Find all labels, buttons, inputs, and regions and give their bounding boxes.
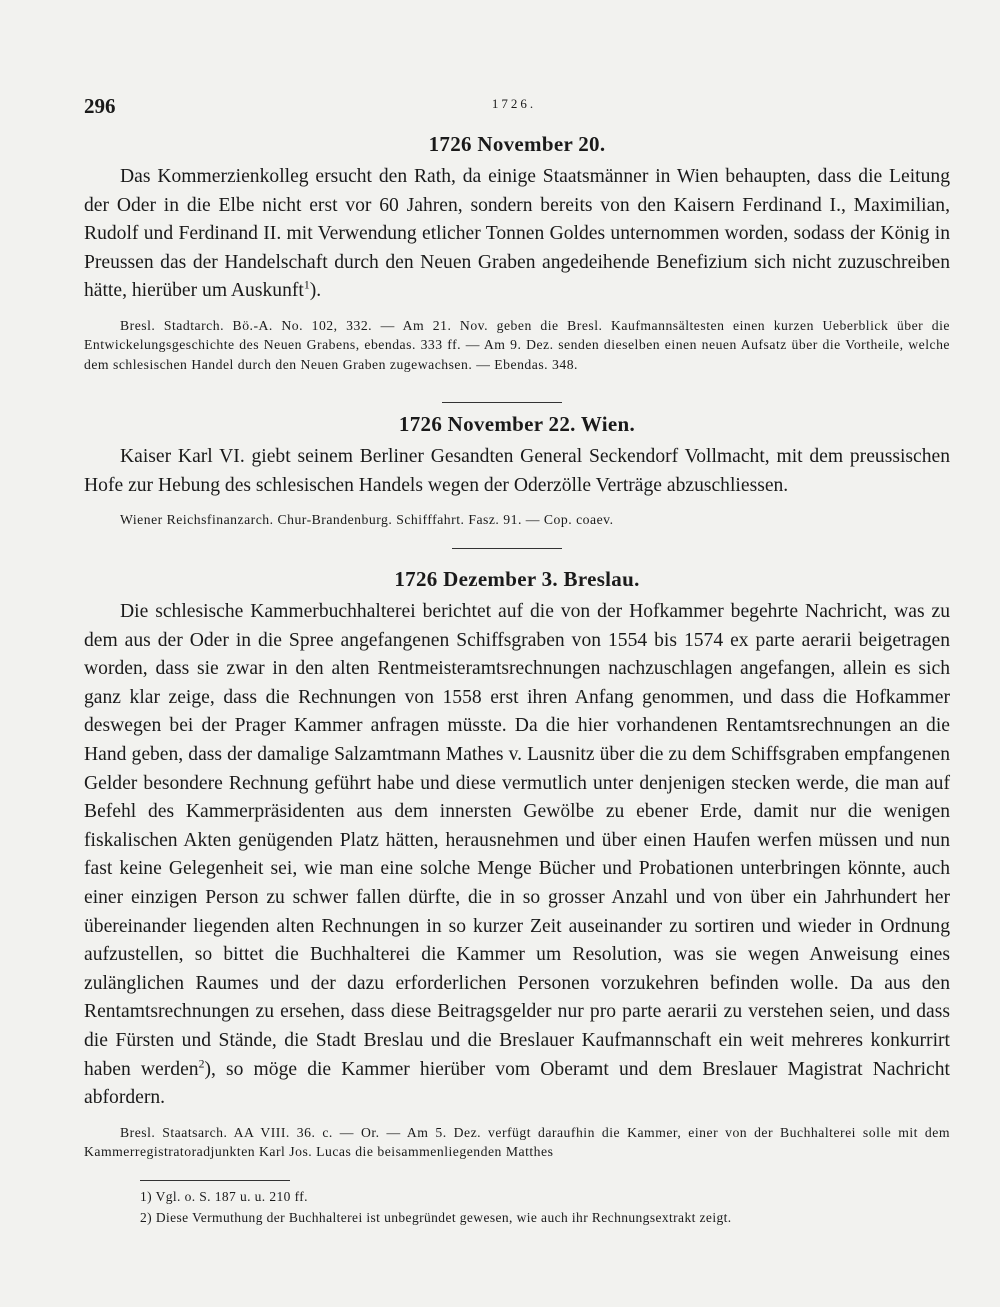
entry-1726-11-22: [84, 411, 950, 530]
section-divider: [452, 548, 562, 549]
entry-body-end: ).: [309, 280, 322, 302]
running-head: 1726.: [491, 96, 537, 111]
footnote-ref[interactable]: 2: [198, 1056, 205, 1070]
page-number: 296: [84, 94, 116, 118]
footnotes: [140, 1186, 920, 1228]
entry-1726-11-20: [84, 131, 950, 374]
entry-date-heading: 1726 November 22. Wien.: [398, 412, 636, 436]
footnote-2: [140, 1207, 920, 1228]
entry-date-heading: 1726 November 20.: [428, 132, 606, 156]
entry-body: [84, 598, 950, 1113]
entry-body: [84, 163, 950, 306]
entry-body: Kaiser Karl VI. giebt seinem Berliner Gesandten General Seckendorf Vollmacht, mit dem preussischen Hofe zur Hebung des schlesischen Handels wegen der Oderzölle Verträge abzuschliessen.: [84, 446, 950, 496]
entry-body-text: Das Kommerzienkolleg ersucht den Rath, da einige Staatsmänner in Wien behaupten, dass die Leitung der Oder in die Elbe nicht erst vor 60 Jahren, sondern bereits von den Kaisern Ferdinand I., Maximilian, Rudolf und Ferdinand II. mit Verwendung etlicher Tonnen Goldes unternommen worden, sodass der König in Preussen das der Handelschaft durch den Neuen Graben angedeihende Benefizium sich nicht zuzuschreiben hätte, hierüber um Auskunft: [84, 166, 950, 302]
section-divider: [442, 402, 562, 403]
page-header: [84, 94, 944, 124]
entry-body-end: ), so möge die Kammer hierüber vom Oberamt und dem Breslauer Magistrat Nachricht abfordern.: [84, 1058, 950, 1109]
entry-date-heading: 1726 Dezember 3. Breslau.: [394, 567, 640, 591]
entry-body-text: Die schlesische Kammerbuchhalterei berichtet auf die von der Hofkammer begehrte Nachricht, was zu dem aus der Oder in die Spree angefangenen Schiffsgraben von 1554 bis 1574 ex parte aerarii beigetragen worden, dass sie zwar in den alten Rentmeisteramtsrechnungen nachzuschlagen angefangen, allein es sich ganz klar zeige, dass die Rechnungen von 1558 erst ihren Anfang genommen, und dass die Hofkammer deswegen bei der Prager Kammer anfragen müsste. Da die hier vorhandenen Rentamtsrechnungen an die Hand geben, dass der damalige Salzamtmann Mathes v. Lausnitz über die zu dem Schiffsgraben empfangenen Gelder besondere Rechnung geführt habe und diese vermutlich unter denjenigen stecken werde, die man auf Befehl des Kammerpräsidenten aus dem innersten Gewölbe zu ebener Erde, damit nur die wenigen fiskalischen Akten genügenden Platz hätten, herausnehmen und über einen Haufen werfen müssen und nun fast keine Gelegenheit sei, wie man eine solche Menge Bücher und Probationen unterbringen könnte, auch einer einzigen Person zu schwer fallen dürfte, die in so grosser Anzahl und von über ein Jahrhundert her übereinander liegenden alten Rechnungen in so kurzer Zeit auseinander zu sortiren und wieder in Ordnung aufzustellen, so bittet die Buchhalterei die Kammer um Resolution, was sie wegen Anweisung eines zulänglichen Raumes und der dazu erforderlichen Personen vorzukehren befinden wolle. Da aus den Rentamtsrechnungen zu ersehen, dass diese Beitragsgelder nur pro parte aerarii zu verstehen seien, und dass die Fürsten und Stände, die Stadt Breslau und die Breslauer Kaufmannschaft ein weit mehreres konkurrirt haben werden: [84, 601, 950, 1080]
source-note: Bresl. Staatsarch. AA VIII. 36. c. — Or. — Am 5. Dez. verfügt daraufhin die Kammer, einer von der Buchhalterei solle mit dem Kammerregistratoradjunkten Karl Jos. Lucas die beisammenliegenden Matthes: [84, 1124, 950, 1160]
footnote-mark: 1): [140, 1189, 153, 1204]
footnote-mark: 2): [140, 1210, 153, 1225]
footnote-text: Diese Vermuthung der Buchhalterei ist unbegründet gewesen, wie auch ihr Rechnungsextrakt zeigt.: [155, 1210, 732, 1225]
footnote-1: [140, 1186, 920, 1207]
source-note: Wiener Reichsfinanzarch. Chur-Brandenburg. Schifffahrt. Fasz. 91. — Cop. coaev.: [120, 512, 614, 528]
footnote-ref[interactable]: 1: [303, 278, 310, 292]
source-note: Bresl. Stadtarch. Bö.-A. No. 102, 332. — Am 21. Nov. geben die Bresl. Kaufmannsältesten einen kurzen Ueberblick über die Entwickelungsgeschichte des Neuen Grabens, ebendas. 333 ff. — Am 9. Dez. senden dieselben einen neuen Aufsatz über die Vortheile, welche dem schlesischen Handel durch den Neuen Graben zugewachsen. — Ebendas. 348.: [84, 317, 950, 372]
entry-1726-12-03: [84, 566, 950, 1162]
footnote-rule: [140, 1180, 290, 1181]
footnote-text: Vgl. o. S. 187 u. u. 210 ff.: [155, 1189, 308, 1204]
